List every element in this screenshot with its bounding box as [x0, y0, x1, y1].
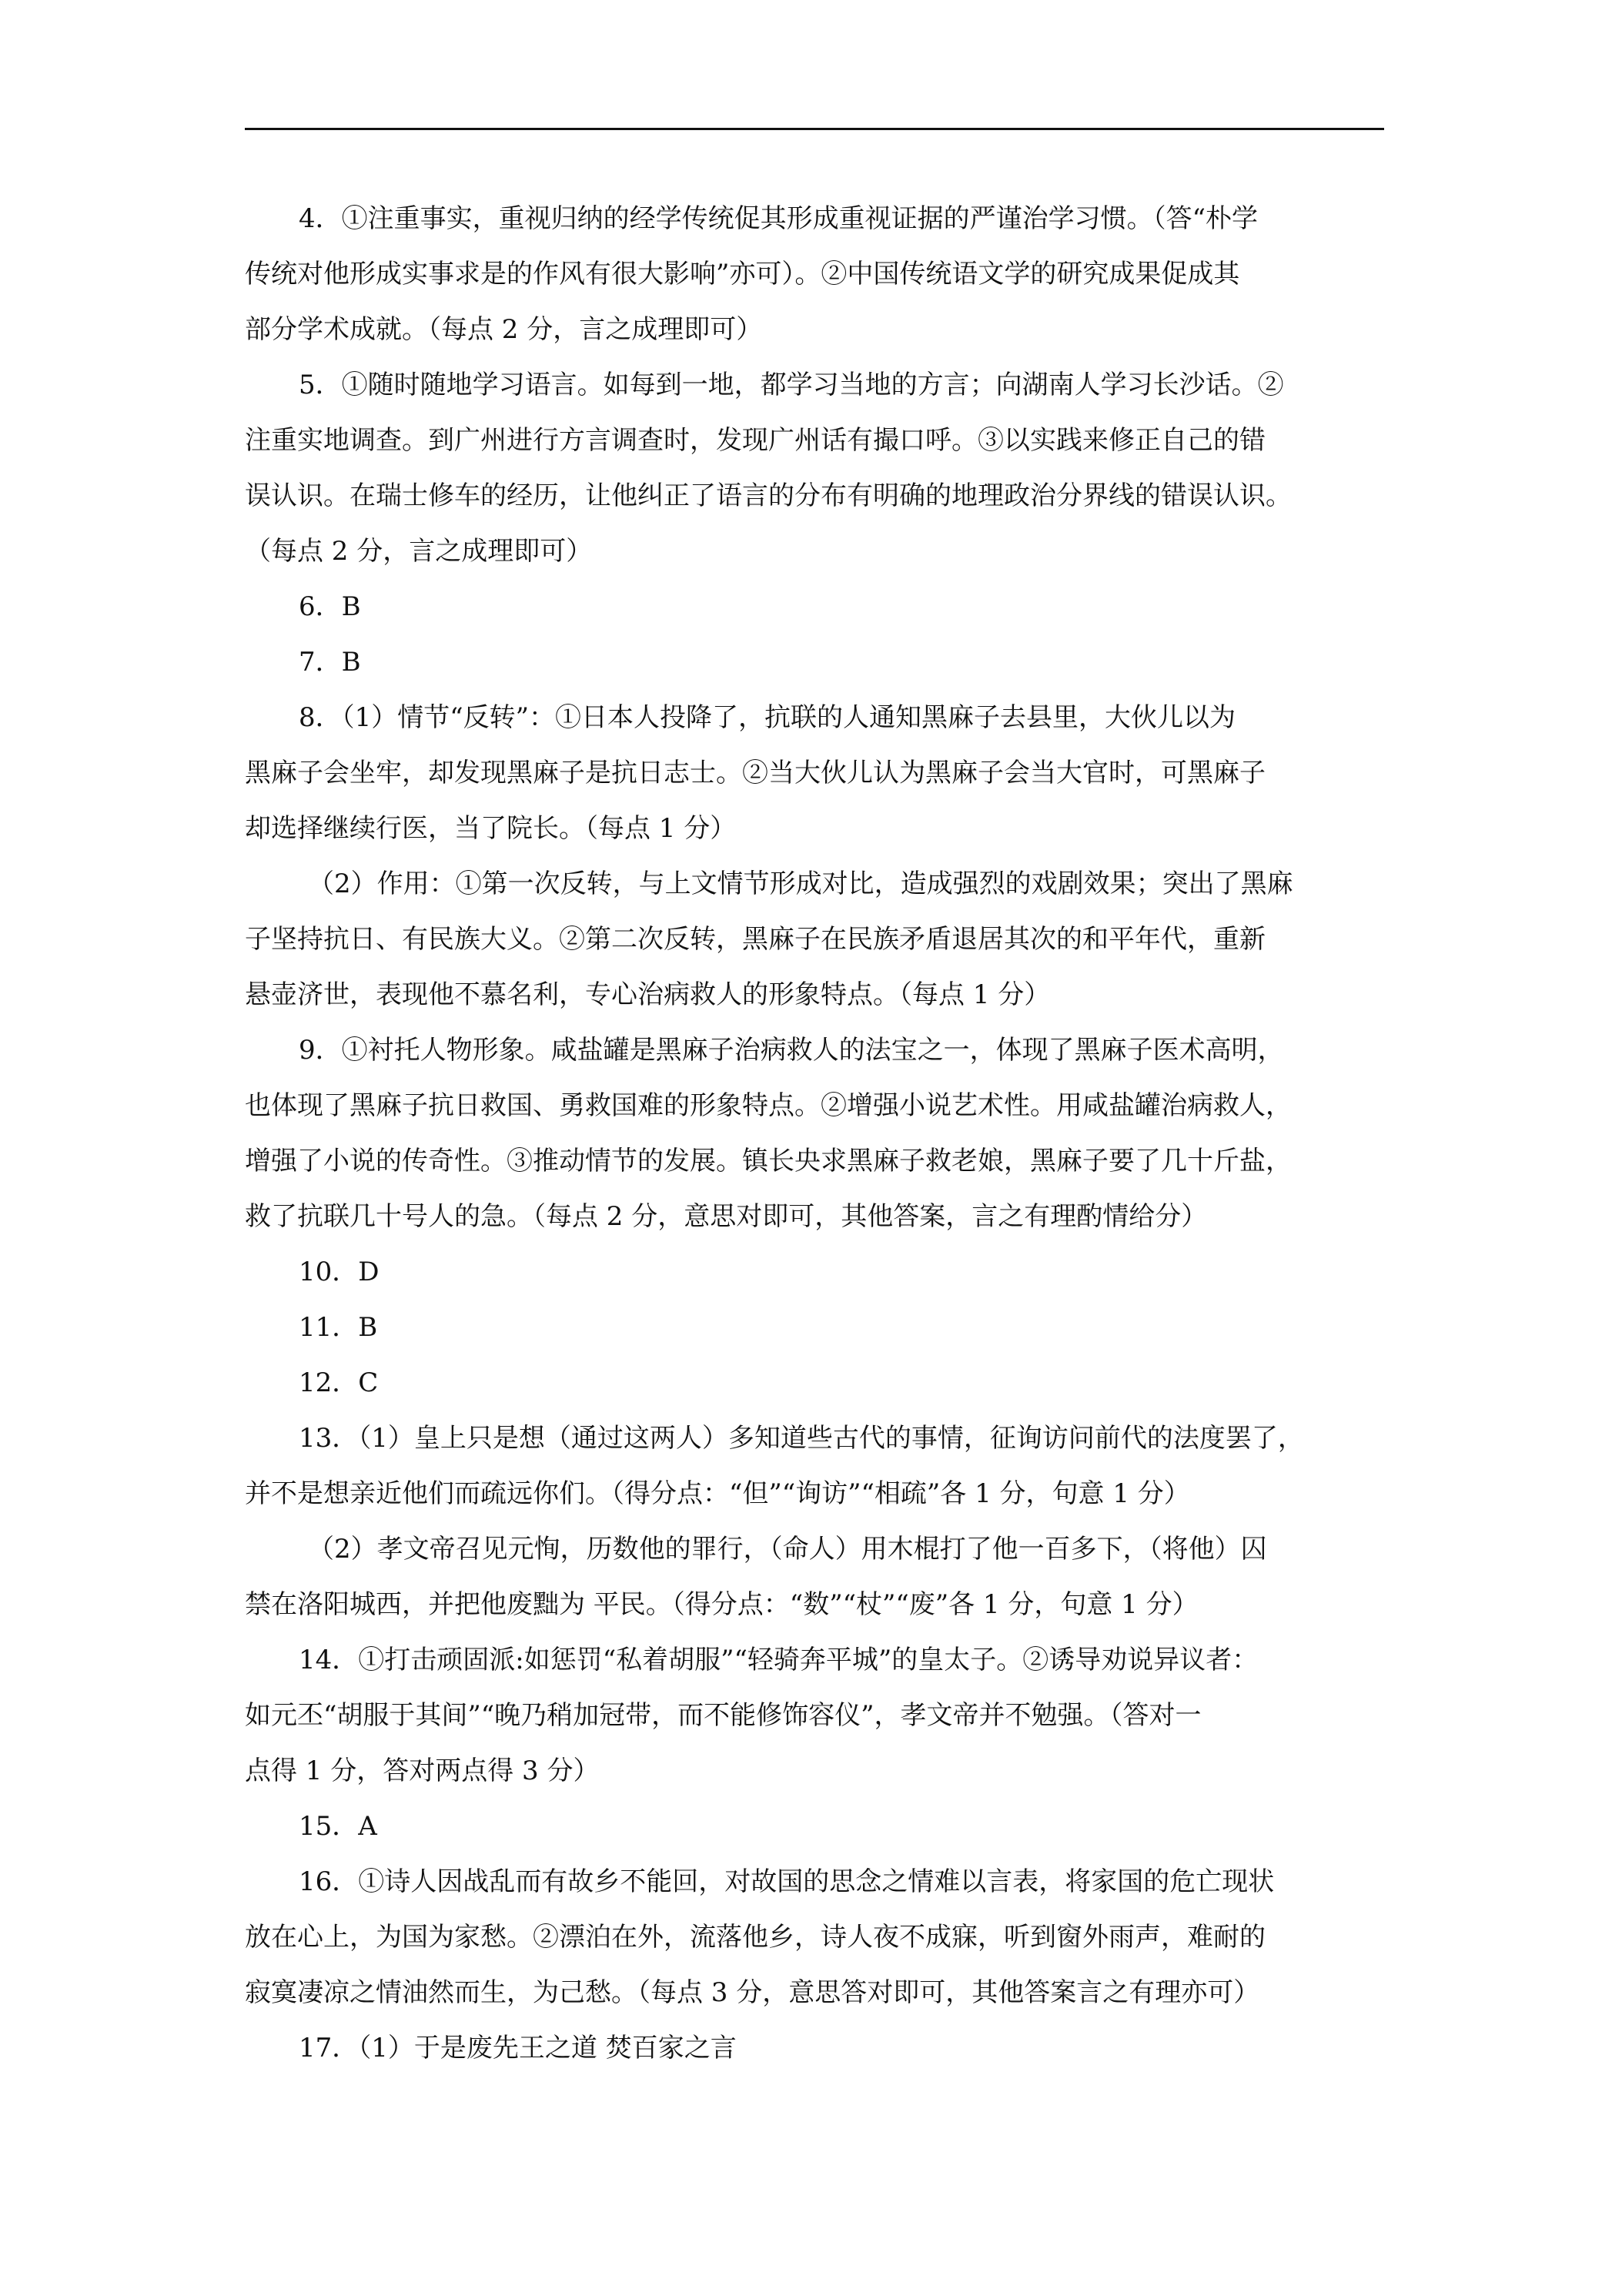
answer-line: （每点 2 分，言之成理即可） [245, 536, 593, 567]
answer-line: 14．①打击顽固派:如惩罚“私着胡服”“轻骑奔平城”的皇太子。②诱导劝说异议者： [299, 1645, 1259, 1675]
answer-line: （2）孝文帝召见元恂，历数他的罪行，（命人）用木棍打了他一百多下，（将他）囚 [308, 1534, 1267, 1565]
answer-10: 10．D [299, 1257, 380, 1287]
answer-line: 传统对他形成实事求是的作风有很大影响”亦可）。②中国传统语文学的研究成果促成其 [245, 259, 1240, 290]
answer-16 [245, 1854, 1384, 2020]
answer-line: 16．①诗人因战乱而有故乡不能回，对故国的思念之情难以言表，将家国的危亡现状 [299, 1866, 1275, 1897]
answer-line: 4．①注重事实，重视归纳的经学传统促其形成重视证据的严谨治学习惯。（答“朴学 [299, 203, 1259, 234]
answer-17: 17．（1）于是废先王之道 焚百家之言 [299, 2033, 737, 2063]
answer-line: 也体现了黑麻子抗日救国、勇救国难的形象特点。②增强小说艺术性。用咸盐罐治病救人， [245, 1090, 1292, 1121]
answer-line: 点得 1 分，答对两点得 3 分） [245, 1755, 600, 1786]
answer-5 [245, 357, 1384, 579]
answer-4 [245, 191, 1384, 357]
answer-line: 5．①随时随地学习语言。如每到一地，都学习当地的方言；向湖南人学习长沙话。② [299, 370, 1284, 400]
answer-line: 黑麻子会坐牢，却发现黑麻子是抗日志士。②当大伙儿认为黑麻子会当大官时，可黑麻子 [245, 758, 1266, 788]
answer-line: （2）作用：①第一次反转，与上文情节形成对比，造成强烈的戏剧效果；突出了黑麻 [308, 869, 1293, 899]
answer-line: 8．（1）情节“反转”：①日本人投降了，抗联的人通知黑麻子去县里，大伙儿以为 [299, 702, 1236, 733]
answer-line: 9．①衬托人物形象。咸盐罐是黑麻子治病救人的法宝之一，体现了黑麻子医术高明， [299, 1035, 1284, 1066]
answer-14 [245, 1632, 1384, 1799]
answer-key-body [245, 191, 1384, 2076]
answer-line: 放在心上，为国为家愁。②漂泊在外，流落他乡，诗人夜不成寐，听到窗外雨声，难耐的 [245, 1922, 1266, 1953]
answer-line: 如元丕“胡服于其间”“晚乃稍加冠带，而不能修饰容仪”，孝文帝并不勉强。（答对一 [245, 1700, 1202, 1731]
answer-7: 7．B [299, 647, 361, 678]
answer-line: 子坚持抗日、有民族大义。②第二次反转，黑麻子在民族矛盾退居其次的和平年代，重新 [245, 924, 1266, 955]
answer-6: 6．B [299, 591, 361, 622]
answer-8-part2 [245, 856, 1384, 1022]
answer-15: 15．A [299, 1811, 377, 1842]
answer-line: 却选择继续行医，当了院长。（每点 1 分） [245, 813, 737, 844]
answer-12: 12．C [299, 1367, 379, 1398]
answer-line: 救了抗联几十号人的急。（每点 2 分，意思对即可，其他答案，言之有理酌情给分） [245, 1201, 1208, 1232]
answer-line: 并不是想亲近他们而疏远你们。（得分点：“但”“询访”“相疏”各 1 分，句意 1 分） [245, 1478, 1190, 1509]
answer-line: 悬壶济世，表现他不慕名利，专心治病救人的形象特点。（每点 1 分） [245, 979, 1051, 1010]
answer-13-part2 [245, 1521, 1384, 1632]
answer-line: 部分学术成就。（每点 2 分，言之成理即可） [245, 314, 763, 345]
header-rule [245, 128, 1384, 130]
answer-line: 寂寞凄凉之情油然而生，为己愁。（每点 3 分，意思答对即可，其他答案言之有理亦可） [245, 1977, 1260, 2008]
answer-11: 11．B [299, 1312, 378, 1343]
answer-line: 注重实地调查。到广州进行方言调查时，发现广州话有撮口呼。③以实践来修正自己的错 [245, 425, 1266, 456]
answer-line: 误认识。在瑞士修车的经历，让他纠正了语言的分布有明确的地理政治分界线的错误认识。 [245, 480, 1292, 511]
answer-13-part1 [245, 1411, 1384, 1521]
answer-line: 禁在洛阳城西，并把他废黜为 平民。（得分点：“数”“杖”“废”各 1 分，句意 1 分） [245, 1589, 1199, 1620]
answer-8-part1 [245, 690, 1384, 856]
answer-line: 增强了小说的传奇性。③推动情节的发展。镇长央求黑麻子救老娘，黑麻子要了几十斤盐， [245, 1146, 1292, 1176]
answer-line: 13．（1）皇上只是想（通过这两人）多知道些古代的事情，征询访问前代的法度罢了， [299, 1423, 1304, 1454]
answer-9 [245, 1022, 1384, 1244]
